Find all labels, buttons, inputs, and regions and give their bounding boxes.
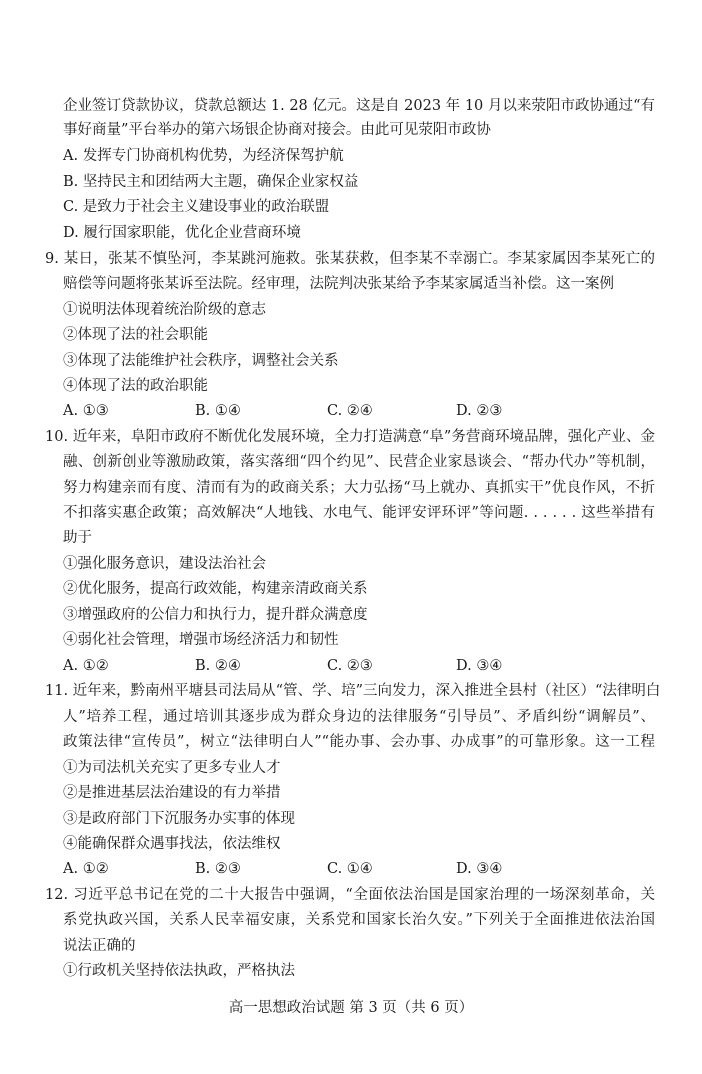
q8-option-b: B. 坚持民主和团结两大主题，确保企业家权益 [63, 174, 359, 190]
q11-statement-4: ④能确保群众遇事找法，依法维权 [63, 836, 281, 852]
q9-option-b: B. ①④ [195, 403, 241, 419]
q9-stem-line1: 9. 某日，张某不慎坠河，李某跳河施救。张某获救，但李某不幸溺亡。李某家属因李某死亡的 [45, 251, 655, 267]
q12-statement-1: ①行政机关坚持依法执政，严格执法 [63, 963, 295, 979]
q11-stem-line1: 11. 近年来，黔南州平塘县司法局从“管、学、培”三向发力，深入推进全县村（社区）“法律明白 [45, 683, 661, 699]
q9-statement-1: ①说明法体现着统治阶级的意志 [63, 302, 266, 318]
q8-option-c: C. 是致力于社会主义建设事业的政治联盟 [63, 199, 330, 215]
q12-stem-line2: 系党执政兴国，关系人民幸福安康，关系党和国家长治久安。”下列关于全面推进依法治国 [63, 912, 655, 928]
page-footer: 高一思想政治试题 第 3 页（共 6 页） [228, 1000, 474, 1016]
q10-stem-line3: 努力构建亲而有度、清而有为的政商关系；大力弘扬“马上就办、真抓实干”优良作风，不折 [63, 480, 655, 496]
q10-option-b: B. ②④ [195, 658, 241, 674]
q10-statement-4: ④弱化社会管理，增强市场经济活力和韧性 [63, 632, 339, 648]
q10-statement-1: ①强化服务意识，建设法治社会 [63, 556, 266, 572]
q9-statement-2: ②体现了法的社会职能 [63, 327, 208, 343]
q10-stem-line4: 不扣落实惠企政策；高效解决“人地钱、水电气、能评安评环评”等问题. . . . . . 这些举措有 [63, 505, 655, 521]
q8-option-a: A. 发挥专门协商机构优势，为经济保驾护航 [63, 148, 344, 164]
q11-option-a: A. ①② [63, 861, 109, 877]
q8-stem-line1: 企业签订贷款协议，贷款总额达 1. 28 亿元。这是自 2023 年 10 月以来荥阳市政协通过“有 [63, 98, 655, 114]
q9-stem-line2: 赔偿等问题将张某诉至法院。经审理，法院判决张某给予李某家属适当补偿。这一案例 [63, 276, 614, 292]
q11-statement-2: ②是推进基层法治建设的有力举措 [63, 785, 281, 801]
q10-statement-2: ②优化服务，提高行政效能，构建亲清政商关系 [63, 581, 368, 597]
q11-option-b: B. ②③ [195, 861, 241, 877]
q8-stem-line2: 事好商量”平台举办的第六场银企协商对接会。由此可见荥阳市政协 [63, 122, 491, 138]
q10-option-a: A. ①② [63, 658, 109, 674]
q11-stem-line2: 人”培养工程，通过培训其逐步成为群众身边的法律服务“引导员”、矛盾纠纷“调解员”、 [63, 709, 655, 725]
q9-statement-4: ④体现了法的政治职能 [63, 378, 208, 394]
q12-stem-line1: 12. 习近平总书记在党的二十大报告中强调，“全面依法治国是国家治理的一场深刻革命，关 [45, 887, 655, 903]
q10-statement-3: ③增强政府的公信力和执行力，提升群众满意度 [63, 607, 368, 623]
q11-statement-1: ①为司法机关充实了更多专业人才 [63, 760, 281, 776]
q11-option-d: D. ③④ [456, 861, 503, 877]
q9-option-d: D. ②③ [456, 403, 503, 419]
q11-stem-line3: 政策法律“宣传员”，树立“法律明白人”“能办事、会办事、办成事”的可靠形象。这一工程 [63, 734, 655, 750]
q11-statement-3: ③是政府部门下沉服务办实事的体现 [63, 811, 295, 827]
q11-option-c: C. ①④ [327, 861, 373, 877]
q9-statement-3: ③体现了法能维护社会秩序，调整社会关系 [63, 353, 339, 369]
q10-option-c: C. ②③ [327, 658, 373, 674]
q8-option-d: D. 履行国家职能，优化企业营商环境 [63, 225, 301, 241]
q10-stem-line1: 10. 近年来，阜阳市政府不断优化发展环境，全力打造满意“阜”务营商环境品牌，强化产业、金 [45, 429, 655, 445]
q10-stem-line5: 助于 [63, 530, 92, 546]
q12-stem-line3: 说法正确的 [63, 938, 136, 954]
q9-option-c: C. ②④ [327, 403, 373, 419]
q10-stem-line2: 融、创新创业等激励政策，落实落细“四个约见”、民营企业家恳谈会、“帮办代办”等机制， [63, 454, 655, 470]
q9-option-a: A. ①③ [63, 403, 109, 419]
q10-option-d: D. ③④ [456, 658, 503, 674]
